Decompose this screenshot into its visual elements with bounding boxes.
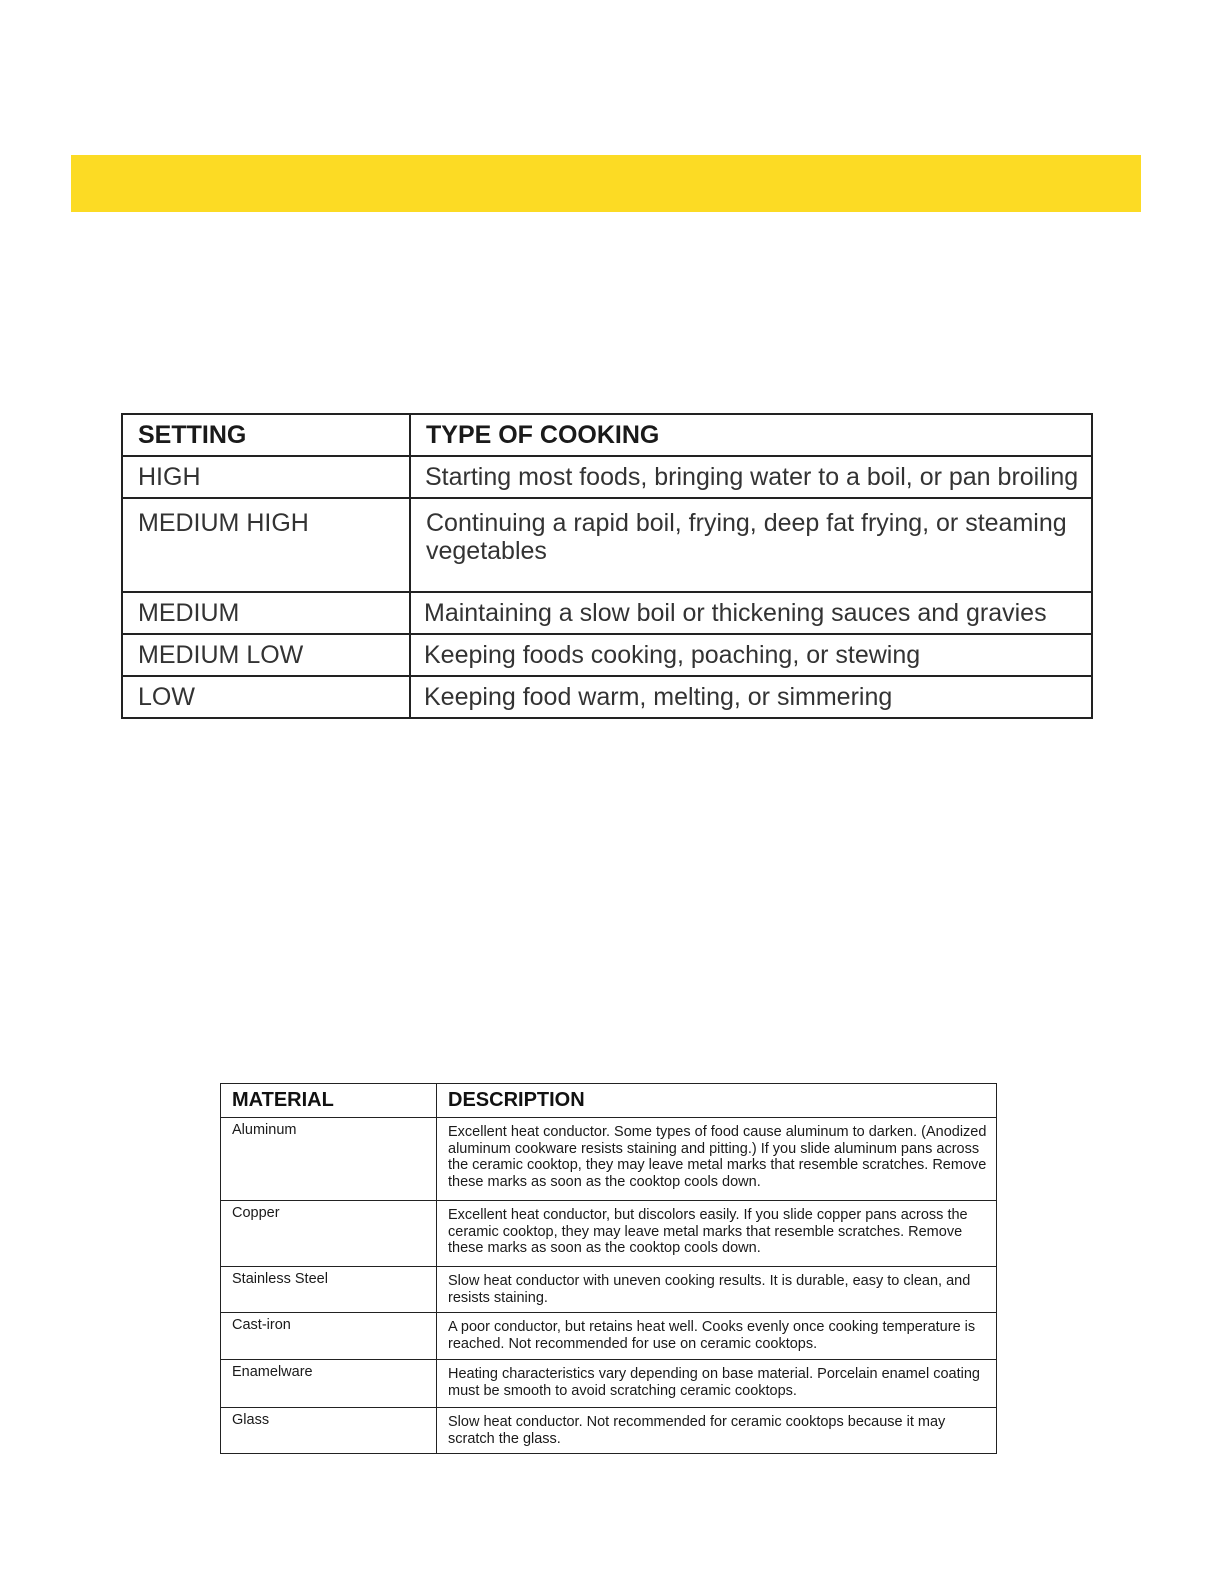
description-column-header: DESCRIPTION [437, 1084, 997, 1118]
type-of-cooking-cell: Keeping foods cooking, poaching, or stewing [410, 634, 1092, 676]
material-cell: Copper [221, 1201, 437, 1267]
table-header-row [221, 1084, 997, 1118]
description-cell: Heating characteristics vary depending on base material. Porcelain enamel coating must be smooth to avoid scratching ceramic cooktops. [437, 1360, 997, 1408]
material-cell: Cast-iron [221, 1313, 437, 1360]
material-column-header: MATERIAL [221, 1084, 437, 1118]
heat-settings-table [121, 413, 1093, 719]
table-header-row [122, 414, 1092, 456]
setting-cell: MEDIUM [122, 592, 410, 634]
description-cell: Slow heat conductor. Not recommended for ceramic cooktops because it may scratch the glass. [437, 1408, 997, 1454]
setting-cell: MEDIUM HIGH [122, 498, 410, 592]
description-cell: Excellent heat conductor. Some types of food cause aluminum to darken. (Anodized aluminum cookware resists staining and pitting.) If you slide aluminum pans across the ceramic cooktop, they may leave metal marks that resemble scratches. Remove these marks as soon as the cooktop cools down. [437, 1118, 997, 1201]
material-cell: Glass [221, 1408, 437, 1454]
setting-cell: MEDIUM LOW [122, 634, 410, 676]
table-row [122, 634, 1092, 676]
type-of-cooking-cell: Starting most foods, bringing water to a boil, or pan broiling [410, 456, 1092, 498]
type-of-cooking-column-header: TYPE OF COOKING [410, 414, 1092, 456]
table-row [221, 1201, 997, 1267]
description-cell: Slow heat conductor with uneven cooking results. It is durable, easy to clean, and resists staining. [437, 1267, 997, 1313]
table-row [122, 498, 1092, 592]
description-cell: Excellent heat conductor, but discolors easily. If you slide copper pans across the ceramic cooktop, they may leave metal marks that resemble scratches. Remove these marks as soon as the cooktop cools down. [437, 1201, 997, 1267]
table-row [221, 1313, 997, 1360]
material-cell: Aluminum [221, 1118, 437, 1201]
table-row [122, 676, 1092, 718]
table-row [122, 592, 1092, 634]
setting-cell: LOW [122, 676, 410, 718]
setting-column-header: SETTING [122, 414, 410, 456]
setting-cell: HIGH [122, 456, 410, 498]
section-header-banner [71, 155, 1141, 212]
table-row [221, 1267, 997, 1313]
table-row [221, 1118, 997, 1201]
material-cell: Stainless Steel [221, 1267, 437, 1313]
type-of-cooking-cell: Keeping food warm, melting, or simmering [410, 676, 1092, 718]
cookware-materials-table [220, 1083, 997, 1454]
type-of-cooking-cell: Continuing a rapid boil, frying, deep fat frying, or steaming vegetables [410, 498, 1092, 592]
type-of-cooking-cell: Maintaining a slow boil or thickening sauces and gravies [410, 592, 1092, 634]
table-row [122, 456, 1092, 498]
material-cell: Enamelware [221, 1360, 437, 1408]
table-row [221, 1408, 997, 1454]
table-row [221, 1360, 997, 1408]
description-cell: A poor conductor, but retains heat well. Cooks evenly once cooking temperature is reached. Not recommended for use on ceramic cooktops. [437, 1313, 997, 1360]
